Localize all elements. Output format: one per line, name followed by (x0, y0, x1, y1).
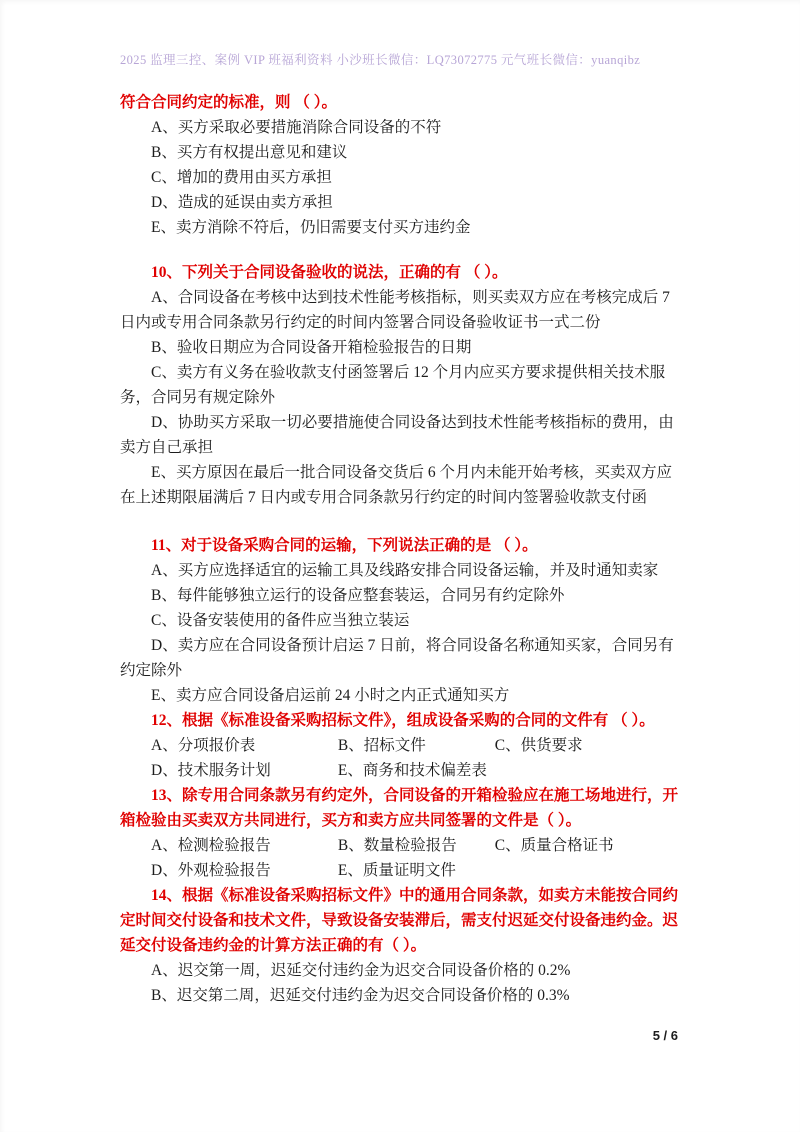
question-block-9-continuation (120, 90, 680, 240)
option-item: E、商务和技术偏差表 (337, 762, 487, 779)
option-item: E、卖方消除不符后，仍旧需要支付买方违约金 (151, 219, 471, 236)
option-item: C、卖方有义务在验收款支付函签署后 12 个月内应买方要求提供相关技术服务，合同另有规定除外 (120, 364, 666, 406)
option-row (120, 858, 680, 883)
option-item: D、卖方应在合同设备预计启运 7 日前，将合同设备名称通知买家，合同另有约定除外 (120, 637, 674, 679)
question-title: 13、除专用合同条款另有约定外，合同设备的开箱检验应在施工场地进行，开箱检验由买卖双方共同进行，买方和卖方应共同签署的文件是（ ）。 (120, 787, 679, 829)
option-item: C、增加的费用由买方承担 (151, 169, 332, 186)
option-item: C、质量合格证书 (494, 837, 614, 854)
option-item: D、协助买方采取一切必要措施使合同设备达到技术性能考核指标的费用，由卖方自己承担 (120, 414, 674, 456)
option-item: A、迟交第一周，迟延交付违约金为迟交合同设备价格的 0.2% (151, 962, 571, 979)
option-item: D、外观检验报告 (151, 862, 271, 879)
document-content (120, 90, 680, 1008)
option-item: B、数量检验报告 (337, 837, 457, 854)
option-item: C、供货要求 (494, 737, 583, 754)
question-block-14 (120, 883, 680, 1008)
option-item: A、分项报价表 (151, 737, 256, 754)
question-block-10 (120, 260, 680, 510)
question-block-11 (120, 533, 680, 708)
option-item: A、合同设备在考核中达到技术性能考核指标，则买卖双方应在考核完成后 7 日内或专用合同条款另行约定的时间内签署合同设备验收证书一式二份 (120, 289, 670, 331)
option-item: C、设备安装使用的备件应当独立装运 (151, 612, 410, 629)
option-item: B、买方有权提出意见和建议 (151, 144, 348, 161)
option-item: E、卖方应合同设备启运前 24 小时之内正式通知买方 (151, 687, 510, 704)
question-block-13 (120, 783, 680, 883)
question-title: 10、下列关于合同设备验收的说法，正确的有 （ ）。 (151, 264, 508, 281)
option-item: B、每件能够独立运行的设备应整套装运，合同另有约定除外 (151, 587, 565, 604)
option-item: A、检测检验报告 (151, 837, 271, 854)
option-item: E、买方原因在最后一批合同设备交货后 6 个月内未能开始考核，买卖双方应在上述期限届满后 7 日内或专用合同条款另行约定的时间内签署验收款支付函 (120, 464, 672, 506)
question-title: 符合合同约定的标准，则 （ ）。 (120, 94, 338, 111)
question-title: 14、根据《标准设备采购招标文件》中的通用合同条款，如卖方未能按合同约定时间交付设备和技术文件，导致设备安装滞后，需支付迟延交付设备违约金。迟延交付设备违约金的计算方法正确的有（ ）。 (120, 887, 679, 954)
watermark-text: 2025 监理三控、案例 VIP 班福利资料 小沙班长微信：LQ73072775 元气班长微信：yuanqibz (120, 53, 641, 67)
option-item: B、招标文件 (337, 737, 426, 754)
question-title: 12、根据《标准设备采购招标文件》，组成设备采购的合同的文件有 （ ）。 (151, 712, 655, 729)
question-block-12 (120, 708, 680, 783)
option-item: A、买方应选择适宜的运输工具及线路安排合同设备运输，并及时通知卖家 (151, 562, 659, 579)
option-item: B、验收日期应为合同设备开箱检验报告的日期 (151, 339, 472, 356)
question-title: 11、对于设备采购合同的运输，下列说法正确的是 （ ）。 (151, 537, 538, 554)
option-row (120, 833, 680, 858)
option-item: B、迟交第二周，迟延交付违约金为迟交合同设备价格的 0.3% (151, 987, 570, 1004)
option-item: D、造成的延误由卖方承担 (151, 194, 333, 211)
option-item: E、质量证明文件 (337, 862, 456, 879)
page-number: 5 / 6 (652, 1028, 678, 1043)
option-row (120, 733, 680, 758)
option-row (120, 758, 680, 783)
option-item: D、技术服务计划 (151, 762, 271, 779)
option-item: A、买方采取必要措施消除合同设备的不符 (151, 119, 442, 136)
